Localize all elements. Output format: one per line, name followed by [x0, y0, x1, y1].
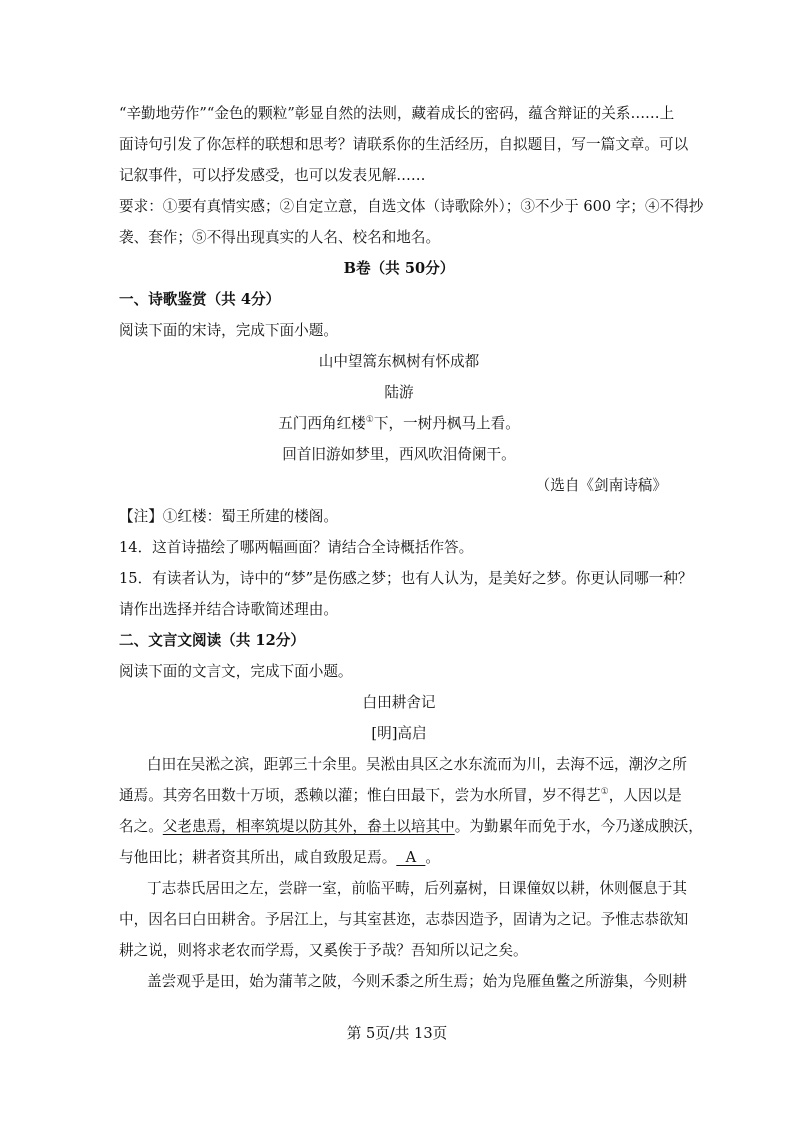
paragraph-1-line-4-part-b: 。 — [425, 849, 441, 866]
poem-note: 【注】①红楼：蜀王所建的楼阁。 — [119, 508, 338, 525]
essay-prompt-line-3: 记叙事件，可以抒发感受，也可以发表见解…… — [119, 167, 426, 184]
essay-prompt-line-2: 面诗句引发了你怎样的联想和思考？请联系你的生活经历，自拟题目，写一篇文章。可以 — [119, 136, 689, 153]
question-15-line-2: 请作出选择并结合诗歌简述理由。 — [119, 601, 338, 618]
footnote-marker: ① — [365, 415, 374, 426]
poem-author: 陆游 — [384, 384, 414, 401]
poem-title: 山中望篙东枫树有怀成都 — [318, 353, 480, 370]
classical-section-heading: 二、文言文阅读（共 12分） — [119, 632, 305, 649]
blank-a: A — [396, 849, 426, 866]
section-b-title: B卷（共 50分） — [343, 260, 455, 277]
paragraph-2-line-2: 中，因名曰白田耕舍。予居江上，与其室甚迩，志恭因造予，固请为之记。予惟志恭欲知 — [119, 911, 689, 928]
paragraph-1-line-1: 白田在吴淞之滨，距郭三十余里。吴淞由具区之水东流而为川，去海不远，潮汐之所 — [147, 756, 687, 773]
paragraph-1-line-3-part-b: 。为勤累年而免于水，今乃遂成腴沃， — [454, 818, 703, 835]
paragraph-3-line-1: 盖尝观乎是田，始为蒲苇之陂，今则禾黍之所生焉；始为凫雁鱼鳖之所游集，今则耕 — [147, 973, 687, 990]
poem-verse-1-part-a: 五门西角红楼 — [278, 415, 366, 432]
classical-title: 白田耕舍记 — [362, 694, 436, 711]
underlined-sentence: 父老患焉，相率筑堤以防其外，畚土以培其中 — [162, 818, 455, 835]
page-number: 第 5页/共 13页 — [346, 1025, 448, 1042]
paragraph-1-line-4 — [119, 848, 679, 868]
essay-requirements-line-1: 要求：①要有真情实感；②自定立意，自选文体（诗歌除外）；③不少于 600 字；④不得抄 — [119, 198, 704, 215]
paragraph-1-line-2 — [119, 786, 682, 806]
question-15-line-1: 15．有读者认为，诗中的“梦”是伤感之梦；也有人认为，是美好之梦。你更认同哪一种？ — [119, 570, 693, 587]
paragraph-1-line-3 — [119, 817, 703, 837]
poem-verse-2: 回首旧游如梦里，西风吹泪倚阑干。 — [282, 446, 516, 463]
paragraph-1-line-2-part-b: ，人因以是 — [608, 787, 682, 804]
paragraph-1-line-3-part-a: 名之。 — [119, 818, 163, 835]
poetry-section-heading: 一、诗歌鉴赏（共 4分） — [119, 291, 281, 308]
classical-author: [明]高启 — [371, 725, 427, 742]
poem-verse-1 — [119, 414, 679, 434]
poem-verse-1-part-b: 下，一树丹枫马上看。 — [373, 415, 520, 432]
question-14: 14．这首诗描绘了哪两幅画面？请结合全诗概括作答。 — [119, 539, 474, 556]
classical-intro: 阅读下面的文言文，完成下面小题。 — [119, 663, 353, 680]
paragraph-2-line-3: 耕之说，则将求老农而学焉，又奚俟于予哉？吾知所以记之矣。 — [119, 942, 528, 959]
poetry-intro: 阅读下面的宋诗，完成下面小题。 — [119, 322, 338, 339]
poem-source: （选自《剑南诗稿》 — [535, 477, 667, 494]
essay-prompt-line-1: “辛勤地劳作”“金色的颗粒”彰显自然的法则，藏着成长的密码，蕴含辩证的关系……上 — [119, 105, 675, 122]
paragraph-1-line-2-part-a: 通焉。其旁名田数十万顷，悉赖以灌；惟白田最下，尝为水所冒，岁不得艺 — [119, 787, 601, 804]
paragraph-2-line-1: 丁志恭氏居田之左，尝辟一室，前临平畴，后列嘉树，日课僮奴以耕，休则偃息于其 — [147, 880, 687, 897]
paragraph-1-line-4-part-a: 与他田比；耕者资其所出，咸自致殷足焉。 — [119, 849, 397, 866]
footnote-marker: ① — [600, 787, 609, 798]
essay-requirements-line-2: 袭、套作；⑤不得出现真实的人名、校名和地名。 — [119, 229, 441, 246]
